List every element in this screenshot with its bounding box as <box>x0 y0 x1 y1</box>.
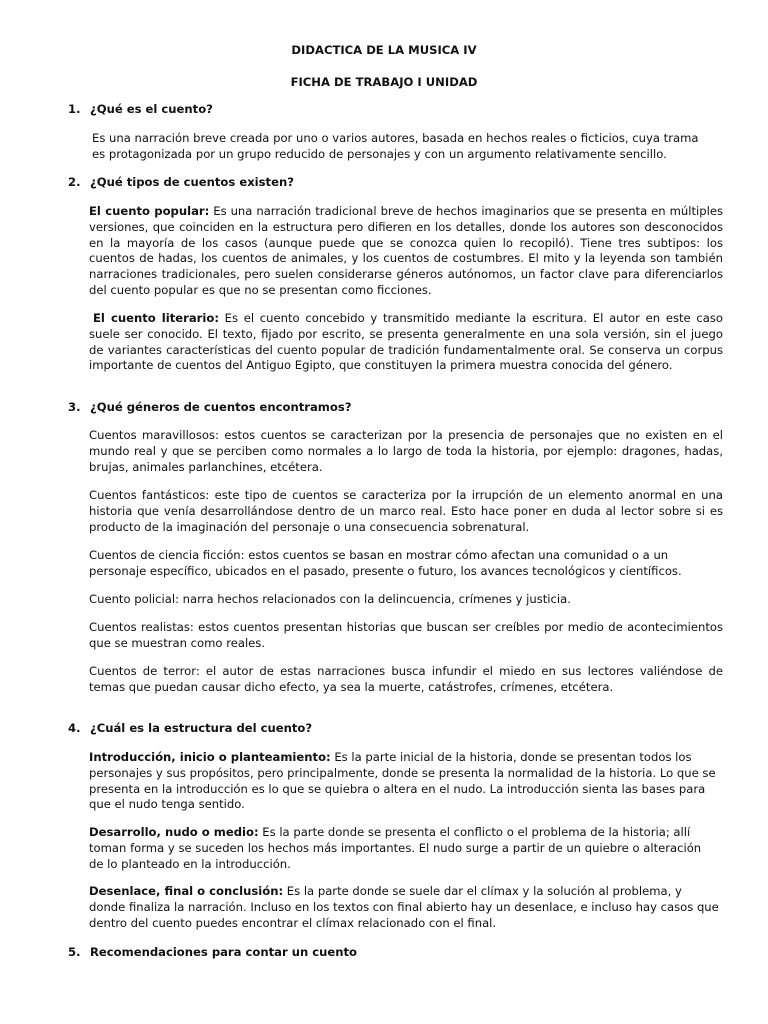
question-4-number: 4. <box>68 721 81 735</box>
question-1-answer: Es una narración breve creada por uno o varios autores, basada en hechos reales o ficticios, cuya trama es protagonizada por un grupo reducido de personajes y con un argumento relativamente sencillo. <box>92 131 699 161</box>
cuentos-maravillosos-paragraph: Cuentos maravillosos: estos cuentos se caracterizan por la presencia de personajes que no existen en el mundo real y que se perciben como normales a lo largo de toda la historia, por ejemplo: dragones, hadas, brujas, animales parlanchines, etcétera. <box>89 428 723 474</box>
cuento-popular-paragraph <box>89 204 723 299</box>
question-3-number: 3. <box>68 400 81 414</box>
cuento-policial-paragraph: Cuento policial: narra hechos relacionados con la delincuencia, crímenes y justicia. <box>89 592 571 606</box>
cuento-literario-label: El cuento literario: <box>93 311 219 325</box>
cuentos-ciencia-ficcion-paragraph: Cuentos de ciencia ficción: estos cuentos se basan en mostrar cómo afectan una comunidad o a un personaje específico, ubicados en el pasado, presente o futuro, los avances tecnológicos y científicos. <box>89 548 682 578</box>
introduccion-label: Introducción, inicio o planteamiento: <box>89 750 331 764</box>
question-5-number: 5. <box>68 945 81 959</box>
question-5-title: Recomendaciones para contar un cuento <box>90 945 358 959</box>
cuento-literario-text: Es el cuento concebido y transmitido mediante la escritura. El autor en este caso suele ser conocido. El texto, fijado por escrito, se presenta generalmente en una sola versión, sin el juego de variantes características del cuento popular de tradición fundamentalmente oral. Se conserva un corpus importante de cuentos del Antiguo Egipto, que constituyen la primera muestra conocida del género. <box>89 311 723 373</box>
question-2-heading <box>68 175 294 189</box>
cuentos-fantasticos-paragraph: Cuentos fantásticos: este tipo de cuentos se caracteriza por la irrupción de un elemento anormal en una historia que venía desarrollándose dentro de un marco real. Esto hace poner en duda al lector sobre si es producto de la imaginación del personaje o una consecuencia sobrenatural. <box>89 488 723 534</box>
question-3-heading <box>68 400 351 414</box>
cuento-popular-label: El cuento popular: <box>89 204 210 218</box>
question-3-title: ¿Qué géneros de cuentos encontramos? <box>90 400 352 414</box>
question-2-number: 2. <box>68 175 81 189</box>
cuento-literario-paragraph <box>89 311 723 374</box>
desenlace-label: Desenlace, final o conclusión: <box>89 884 284 898</box>
document-subtitle: FICHA DE TRABAJO I UNIDAD <box>290 75 478 89</box>
cuentos-realistas-paragraph: Cuentos realistas: estos cuentos presentan historias que buscan ser creíbles por medio de acontecimientos que se muestran como reales. <box>89 620 723 650</box>
desarrollo-label: Desarrollo, nudo o medio: <box>89 825 259 839</box>
introduccion-paragraph <box>89 750 719 813</box>
introduccion-text: Es la parte inicial de la historia, donde se presentan todos los personajes y sus propósitos, pero principalmente, donde se presenta la normalidad de la historia. Lo que se presenta en la introducción es lo que se quiebra o altera en el nudo. La introducción sienta las bases para que el nudo tenga sentido. <box>89 750 716 812</box>
cuento-popular-text: Es una narración tradicional breve de hechos imaginarios que se presenta en múltiples versiones, que coinciden en la estructura pero difieren en los detalles, donde los autores son desconocidos en la mayoría de los casos (aunque puede que se conozca quien lo recopiló). Tiene tres subtipos: los cuentos de hadas, los cuentos de animales, y los cuentos de costumbres. El mito y la leyenda son también narraciones tradicionales, pero suelen considerarse géneros autónomos, un factor clave para diferenciarlos del cuento popular es que no se presentan como ficciones. <box>89 204 724 297</box>
cuentos-terror-paragraph: Cuentos de terror: el autor de estas narraciones busca infundir el miedo en sus lectores valiéndose de temas que puedan causar dicho efecto, ya sea la muerte, catástrofes, crímenes, etcétera. <box>89 664 723 694</box>
question-1-number: 1. <box>68 102 81 116</box>
desarrollo-paragraph <box>89 825 719 872</box>
question-1-heading <box>68 102 213 116</box>
question-5-heading <box>68 945 357 959</box>
desarrollo-text: Es la parte donde se presenta el conflicto o el problema de la historia; allí toman forma y se suceden los hechos más importantes. El nudo surge a partir de un quiebre o alteración de lo planteado en la introducción. <box>89 825 702 871</box>
question-4-heading <box>68 721 312 735</box>
question-2-title: ¿Qué tipos de cuentos existen? <box>90 175 294 189</box>
desenlace-text: Es la parte donde se suele dar el clímax y la solución al problema, y donde finaliza la narración. Incluso en los textos con final abierto hay un desenlace, e incluso hay casos que dentro del cuento puedes encontrar el clímax relacionado con el final. <box>89 884 719 930</box>
desenlace-paragraph <box>89 884 719 931</box>
question-4-title: ¿Cuál es la estructura del cuento? <box>90 721 313 735</box>
question-1-title: ¿Qué es el cuento? <box>90 102 213 116</box>
document-title: DIDACTICA DE LA MUSICA IV <box>291 43 477 57</box>
